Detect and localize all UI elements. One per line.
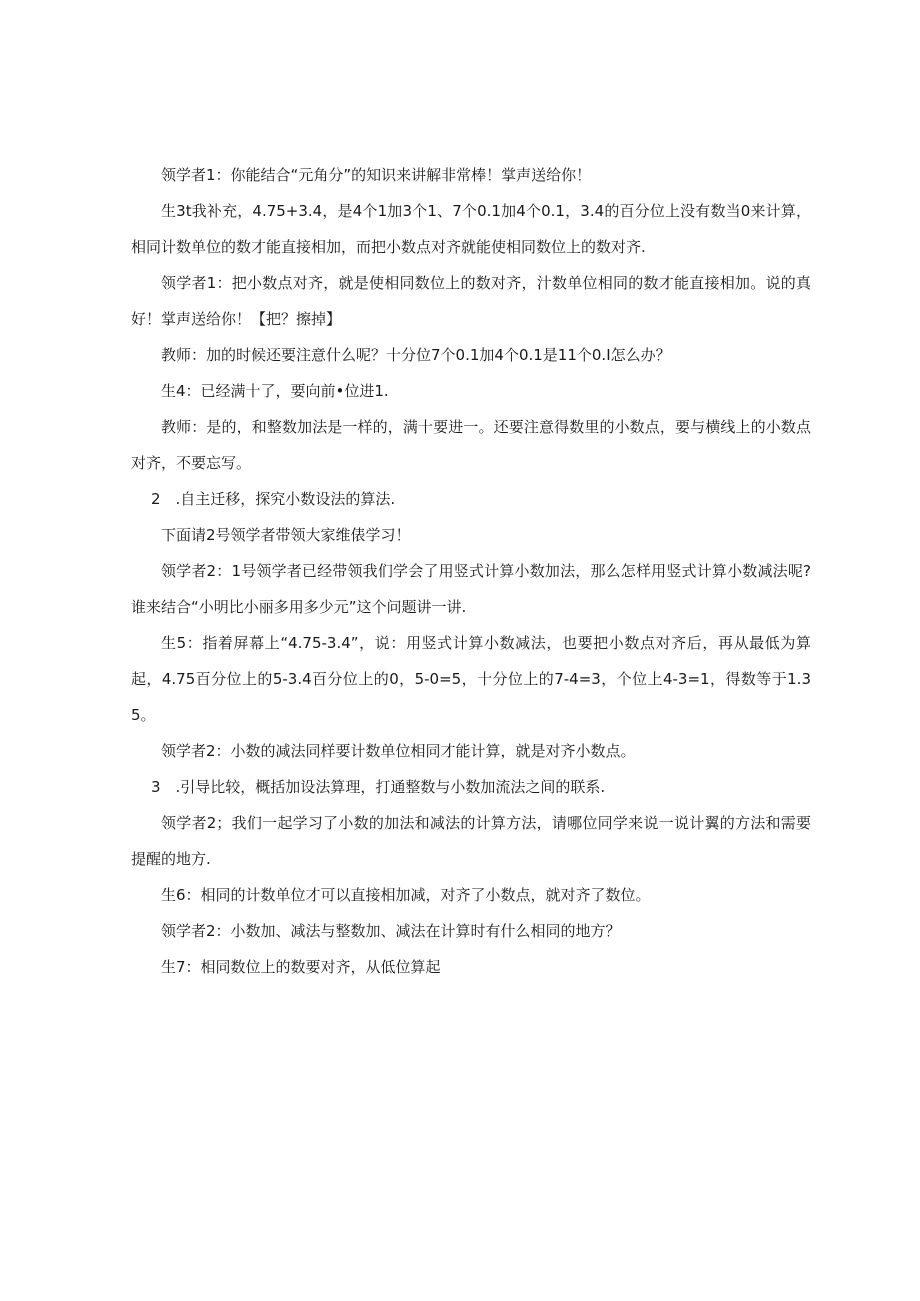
paragraph-student5-explain: 生5：指着屏幕上“4.75-3.4”，说：用竖式计算小数减法，也要把小数点对齐后，再从最低为算起，4.75百分位上的5-3.4百分位上的0，5-0=5，十分位上的7-4=3，个位上4-3=1，得数等于1.35。 xyxy=(131,634,811,724)
paragraph-leader1-praise: 领学者1：你能结合“元角分”的知识来讲解非常棒！掌声送给你！ xyxy=(161,166,592,184)
paragraph-student3-supplement: 生3t我补充，4.75+3.4，是4个1加3个1、7个0.1加4个0.1，3.4的百分位上没有数当0来计算，相同计数单位的数才能直接相加，而把小数点对齐就能使相同数位上的数对齐. xyxy=(131,202,811,256)
paragraph-leader2-summary: 领学者2：小数的减法同样要计数单位相同才能计算，就是对齐小数点。 xyxy=(161,742,636,760)
paragraph-teacher-carry: 教师：是的，和整数加法是一样的，满十要进一。还要注意得数里的小数点，要与横线上的小数点对齐，不要忘写。 xyxy=(131,418,811,472)
paragraph-leader2-review: 领学者2；我们一起学习了小数的加法和减法的计算方法，请哪位同学来说一说计翼的方法和需要提醒的地方. xyxy=(131,814,811,868)
paragraph-invite-leader2: 下面请2号领学者带领大家维俵学习！ xyxy=(161,526,411,544)
section-heading-2: 2 .自主迁移，探究小数设法的算法. xyxy=(151,490,396,508)
paragraph-teacher-question: 教师：加的时候还要注意什么呢？十分位7个0.1加4个0.1是11个0.I怎么办？ xyxy=(161,346,671,364)
document-body xyxy=(131,157,811,985)
section-heading-3: 3 .引导比较，概括加设法算理，打通整数与小数加流法之间的联系. xyxy=(151,778,606,796)
paragraph-student7-answer: 生7：相同数位上的数要对齐，从低位算起 xyxy=(161,958,441,976)
paragraph-leader1-align: 领学者1：把小数点对齐，就是使相同数位上的数对齐，汁数单位相同的数才能直接相加。说的真好！掌声送给你！【把？擦掉】 xyxy=(131,274,811,328)
paragraph-student4-answer: 生4：已经满十了，要向前•位进1. xyxy=(161,382,389,400)
paragraph-leader2-subtraction: 领学者2：1号领学者已经带领我们学会了用竖式计算小数加法，那么怎样用竖式计算小数减法呢?谁来结合“小明比小丽多用多少元”这个问题讲一讲. xyxy=(131,562,811,616)
paragraph-student6-answer: 生6：相同的计数单位才可以直接相加减，对齐了小数点，就对齐了数位。 xyxy=(161,886,651,904)
paragraph-leader2-compare: 领学者2：小数加、减法与整数加、减法在计算时有什么相同的地方？ xyxy=(161,922,621,940)
